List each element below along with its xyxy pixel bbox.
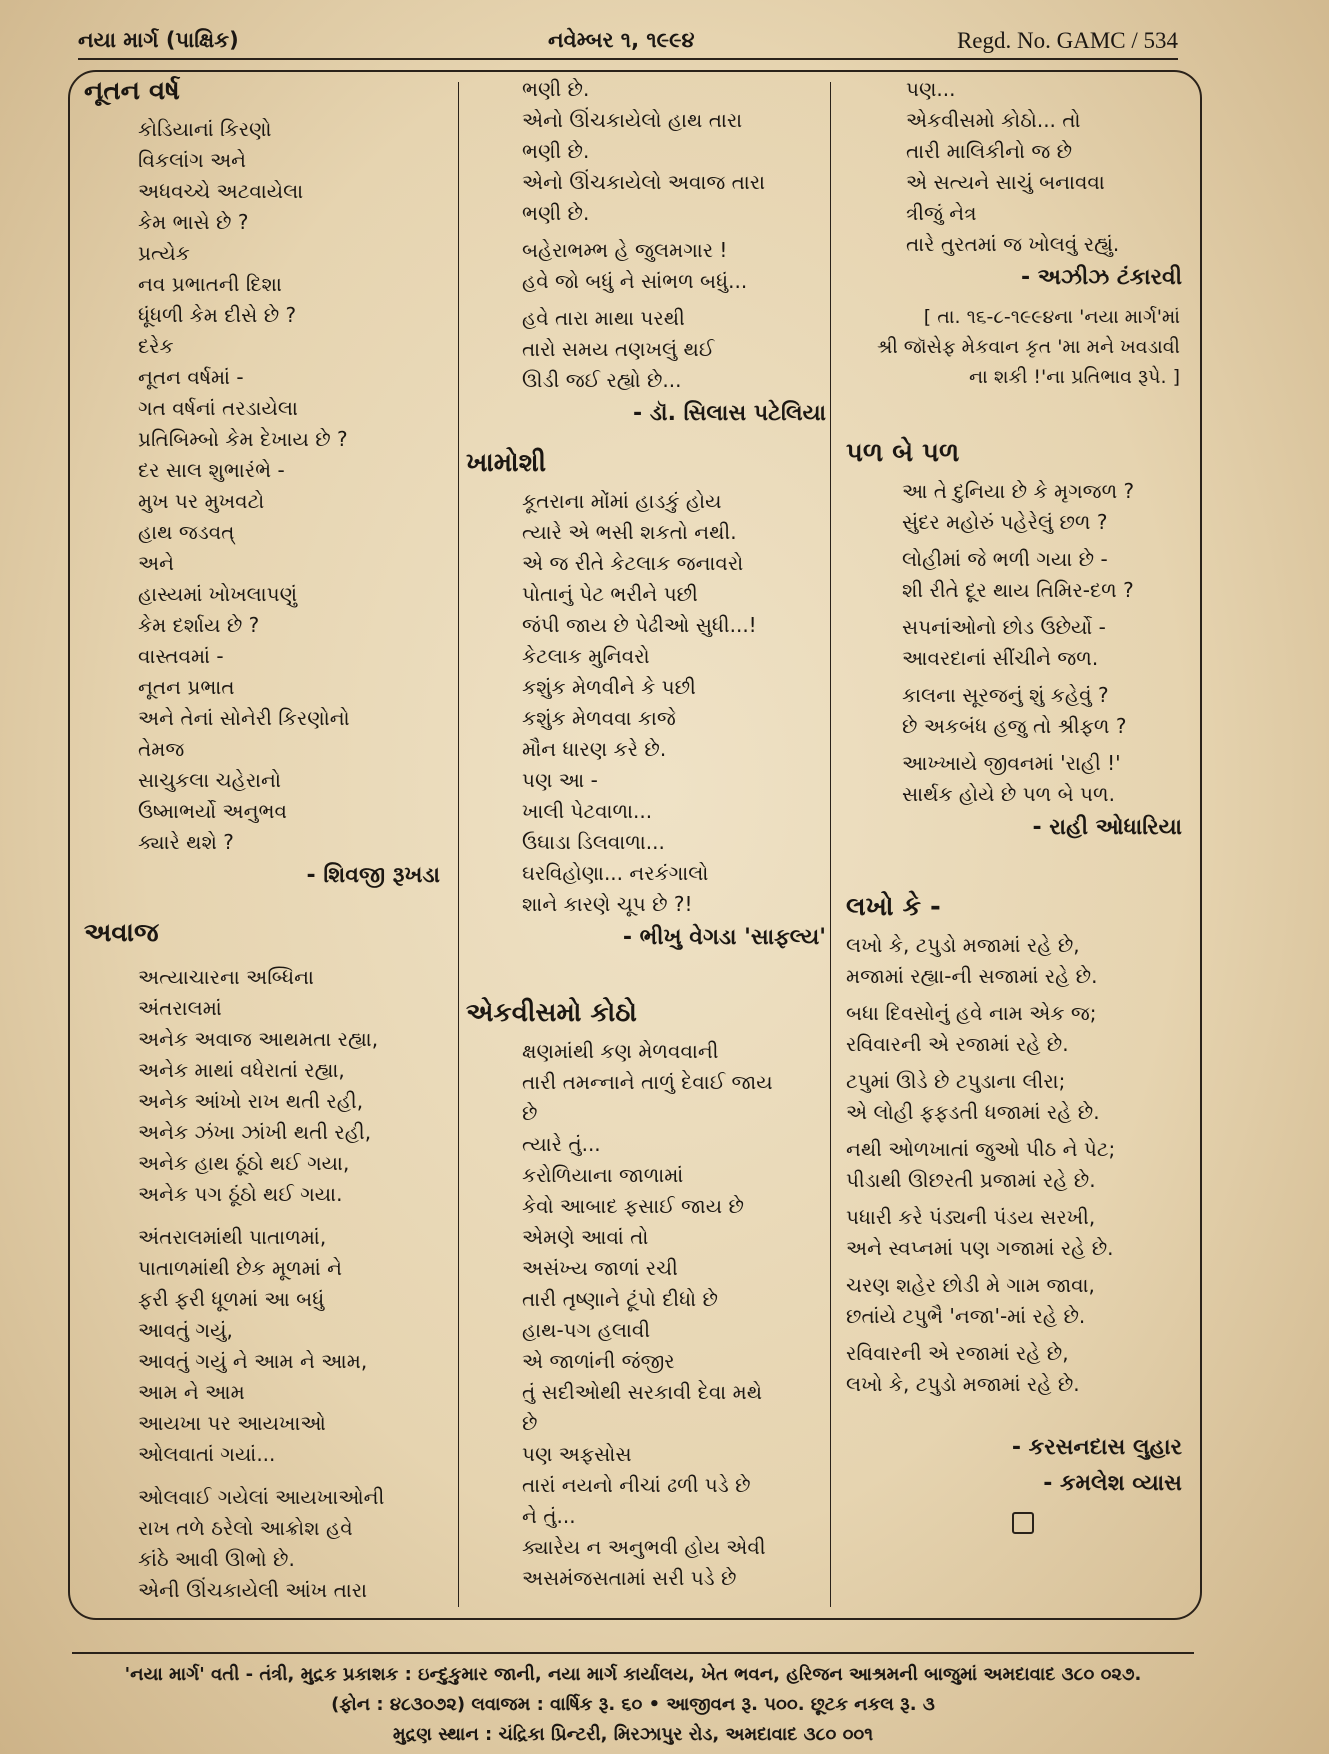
poem-line: તારી માલિકીનો જ છે — [906, 139, 1073, 163]
poem-line: કાલના સૂરજનું શું કહેવું ? — [902, 683, 1109, 707]
poem-body — [466, 1036, 830, 1594]
imprint-line: (ફોન : ૪૮૩૦૭૨) લવાજમ : વાર્ષિક રૂ. ૬૦ • આજીવન રૂ. ૫૦૦. છૂટક નકલ રૂ. ૩ — [331, 1694, 935, 1715]
poem-line: પાતાળમાંથી છેક મૂળમાં ને — [138, 1256, 343, 1280]
poem-line: લોહીમાં જે ભળી ગયા છે - — [902, 547, 1108, 571]
poem-line: કૂતરાના મોંમાં હાડકું હોય — [522, 489, 722, 513]
poem-line: હાસ્યમાં ખોખલાપણું — [138, 582, 298, 606]
poem-line: એ જાળાંની જંજીર — [522, 1349, 675, 1373]
imprint-footer — [72, 1660, 1194, 1750]
poem-line: અત્યાચારના અબ્ધિના — [138, 965, 314, 989]
poem-line: શી રીતે દૂર થાય તિમિર-દળ ? — [902, 578, 1134, 602]
poem-line: અસંખ્ય જાળાં રચી — [522, 1256, 678, 1280]
poem-line: અનેક આંખો રાખ થતી રહી, — [138, 1089, 364, 1113]
poem-line: આખ્ખાયે જીવનમાં 'રાહી !' — [902, 751, 1121, 775]
poem-line: નૂતન પ્રભાત — [138, 675, 235, 699]
imprint-line: મુદ્રણ સ્થાન : ચંદ્રિકા પ્રિન્ટરી, મિરઝાપુર રોડ, અમદાવાદ ૩૮૦ ૦૦૧ — [392, 1724, 874, 1745]
poem-line: અને તેનાં સોનેરી કિરણોનો — [138, 706, 350, 730]
poem-line: સાર્થક હોયે છે પળ બે પળ. — [902, 782, 1115, 806]
poem-line: ઓલવાતાં ગયાં... — [138, 1442, 276, 1466]
poem-author: - કમલેશ વ્યાસ — [1043, 1471, 1182, 1496]
poem-line: દર સાલ શુભારંભે - — [138, 458, 285, 482]
poem-body — [466, 486, 830, 920]
poem-line: રવિવારની એ રજામાં રહે છે. — [846, 1032, 1069, 1056]
poem-line: એ સત્યને સાચું બનાવવા — [906, 170, 1105, 194]
poem-line: પધારી કરે પંડ્યની પંડય સરખી, — [846, 1205, 1096, 1229]
poem-line: તેમજ — [138, 737, 185, 761]
poem-line: અને સ્વપ્નમાં પણ ગજામાં રહે છે. — [846, 1236, 1114, 1260]
poem-line: અનેક હાથ ઠૂંઠો થઈ ગયા, — [138, 1151, 350, 1175]
poem-line: તારો સમય તણખલું થઈ — [522, 337, 715, 361]
column-1 — [84, 74, 444, 1619]
column-2 — [466, 74, 830, 1619]
poem-line: ભણી છે. — [522, 139, 590, 163]
poem-title: ખામોશી — [466, 448, 547, 478]
poem-line: વાસ્તવમાં - — [138, 644, 224, 668]
poem-line: કશુંક મેળવવા કાજે — [522, 706, 676, 730]
poem-line: જંપી જાય છે પેઢીઓ સુધી...! — [522, 613, 757, 637]
poem-body — [846, 930, 1186, 1400]
poem-line: દરેક — [138, 334, 174, 358]
poem-line: આ તે દુનિયા છે કે મૃગજળ ? — [902, 479, 1135, 503]
poem-line: અનેક અવાજ આથમતા રહ્યા, — [138, 1027, 379, 1051]
poem-line: કેવો આબાદ ફસાઈ જાય છે — [522, 1194, 744, 1218]
poem-line: ત્યારે તું... — [522, 1132, 601, 1156]
poem-line: નૂતન વર્ષમાં - — [138, 365, 244, 389]
poem-line: મુખ પર મુખવટો — [138, 489, 265, 513]
poem-line: અધવચ્ચે અટવાયેલા — [138, 179, 304, 203]
poem-line: સુંદર મહોરું પહેરેલું છળ ? — [902, 510, 1108, 534]
poem-line: આવતું ગયું, — [138, 1318, 233, 1342]
poem-line: અંતરાલમાં — [138, 996, 222, 1020]
poem-line: અનેક ઝંખા ઝાંખી થતી રહી, — [138, 1120, 372, 1144]
poem-line: પણ આ - — [522, 768, 598, 792]
poem-continuation — [466, 74, 830, 396]
poem-line: ટપુમાં ઊડે છે ટપુડાના લીરા; — [846, 1069, 1066, 1093]
poem-author: - ભીખુ વેગડા 'સાફલ્ય' — [622, 925, 826, 950]
poem-line: ચરણ શહેર છોડી મે ગામ જાવા, — [846, 1273, 1095, 1297]
issue-date: નવેમ્બર ૧, ૧૯૯૪ — [548, 28, 695, 52]
poem-line: એ લોહી ફફડતી ધજામાં રહે છે. — [846, 1100, 1100, 1124]
note-line: [ તા. ૧૬-૮-૧૯૯૪ના 'નયા માર્ગ'માં — [923, 306, 1180, 328]
note-line: ના શકી !'ના પ્રતિભાવ રૂપે. ] — [969, 366, 1180, 388]
editorial-note — [846, 302, 1186, 392]
poem-line: અસમંજસતામાં સરી પડે છે — [522, 1566, 737, 1590]
poem-line: રવિવારની એ રજામાં રહે છે, — [846, 1341, 1069, 1365]
poem-body — [84, 962, 444, 1606]
poem-line: કશુંક મેળવીને કે પછી — [522, 675, 696, 699]
poem-line: કોડિયાનાં કિરણો — [138, 117, 272, 141]
poem-line: મજામાં રહ્યા-ની સજામાં રહે છે. — [846, 964, 1098, 988]
poem-line: એમણે આવાં તો — [522, 1225, 649, 1249]
poem-line: આયખા પર આયખાઓ — [138, 1411, 326, 1435]
note-line: શ્રી જૉસેફ મેકવાન કૃત 'મા મને ખવડાવી — [876, 336, 1180, 358]
poem-author: - કરસનદાસ લુહાર — [1011, 1435, 1182, 1460]
poem-line: બધા દિવસોનું હવે નામ એક જ; — [846, 1001, 1097, 1025]
end-mark-icon — [1012, 1512, 1034, 1534]
poem-line: ઉષ્માભર્યો અનુભવ — [138, 799, 287, 823]
poem-title: એકવીસમો કોઠો — [466, 998, 637, 1028]
poem-line: છતાંયે ટપુભૈ 'નજા'-માં રહે છે. — [846, 1304, 1086, 1328]
poem-line: ક્ષણમાંથી કણ મેળવવાની — [522, 1039, 719, 1063]
poem-line: ક્યારે થશે ? — [138, 830, 234, 854]
poem-line: લખો કે, ટપુડો મજામાં રહે છે, — [846, 933, 1080, 957]
poem-line: સાચુકલા ચહેરાનો — [138, 768, 281, 792]
poem-body — [84, 114, 444, 858]
poem-line: હવે જો બધું ને સાંભળ બધું... — [522, 269, 748, 293]
poem-line: એનો ઊંચકાયેલો અવાજ તારા — [522, 170, 766, 194]
poem-author: - અઝીઝ ટંકારવી — [1020, 265, 1182, 290]
poem-line: શાને કારણે ચૂપ છે ?! — [522, 892, 693, 916]
poem-line: તારી તૃષ્ણાને ટૂંપો દીધો છે — [522, 1287, 718, 1311]
poem-title: પળ બે પળ — [846, 438, 960, 468]
poem-line: આવરદાનાં સીંચીને જળ. — [902, 646, 1099, 670]
poem-line: હાથ જડવત્ — [138, 520, 235, 544]
poem-line: હવે તારા માથા પરથી — [522, 306, 685, 330]
poem-line: તું સદીઓથી સરકાવી દેવા મથે — [522, 1380, 763, 1404]
poem-title: અવાજ — [84, 918, 159, 948]
poem-line: આવતું ગયું ને આમ ને આમ, — [138, 1349, 368, 1373]
poem-line: ભણી છે. — [522, 77, 590, 101]
poem-line: ત્રીજું નેત્ર — [906, 201, 977, 225]
column-divider — [830, 82, 831, 1607]
poem-line: રાખ તળે ઠરેલો આક્રોશ હવે — [138, 1516, 353, 1540]
poem-line: ત્યારે એ ભસી શકતો નથી. — [522, 520, 737, 544]
poem-line: ખાલી પેટવાળા... — [522, 799, 653, 823]
poem-line: તારાં નયનો નીચાં ઢળી પડે છે — [522, 1473, 751, 1497]
poem-line: એકવીસમો કોઠો... તો — [906, 108, 1081, 132]
poem-line: અને — [138, 551, 174, 575]
column-3 — [846, 74, 1186, 1619]
poem-body — [846, 476, 1186, 810]
poem-line: છે અકબંધ હજુ તો શ્રીફળ ? — [902, 714, 1127, 738]
poem-line: પણ અફસોસ — [522, 1442, 632, 1466]
publication-name: નયા માર્ગ (પાક્ષિક) — [78, 28, 239, 52]
poem-line: પ્રતિબિમ્બો કેમ દેખાય છે ? — [138, 427, 348, 451]
poem-line: ધૂંધળી કેમ દીસે છે ? — [138, 303, 297, 327]
poem-line: અનેક પગ ઠૂંઠો થઈ ગયા. — [138, 1182, 343, 1206]
poem-line: ઘરવિહોણા... નરકંગાલો — [522, 861, 709, 885]
poem-line: અનેક માથાં વધેરાતાં રહ્યા, — [138, 1058, 345, 1082]
poem-line: કેમ ભાસે છે ? — [138, 210, 249, 234]
poem-line: એ જ રીતે કેટલાક જનાવરો — [522, 551, 744, 575]
poem-line: પીડાથી ઊછરતી પ્રજામાં રહે છે. — [846, 1168, 1096, 1192]
poem-line: લખો કે, ટપુડો મજામાં રહે છે. — [846, 1372, 1080, 1396]
poem-line: પોતાનું પેટ ભરીને પછી — [522, 582, 698, 606]
poem-line: નથી ઓળખાતાં જુઓ પીઠ ને પેટ; — [846, 1137, 1116, 1161]
poem-line: ઓલવાઈ ગયેલાં આયખાઓની — [138, 1485, 385, 1509]
poem-line: કાંઠે આવી ઊભો છે. — [138, 1547, 295, 1571]
poem-author: - શિવજી રૂખડા — [306, 863, 440, 888]
poem-line: ગત વર્ષનાં તરડાયેલા — [138, 396, 298, 420]
poem-line: ફરી ફરી ધૂળમાં આ બધું — [138, 1287, 325, 1311]
poem-line: ભણી છે. — [522, 201, 590, 225]
poem-line: કરોળિયાના જાળામાં — [522, 1163, 684, 1187]
poem-line: બહેરાભમ્ભ હે જુલમગાર ! — [522, 238, 728, 262]
column-divider — [458, 82, 459, 1607]
poem-line: પ્રત્યેક — [138, 241, 190, 265]
registration-number: Regd. No. GAMC / 534 — [956, 28, 1178, 53]
poem-line: એની ઊંચકાયેલી આંખ તારા — [138, 1578, 367, 1602]
poem-author: - ડૉ. સિલાસ પટેલિયા — [633, 401, 826, 426]
poem-line: છે — [522, 1101, 538, 1125]
footer-divider — [72, 1652, 1194, 1654]
poem-line: ને તું... — [522, 1504, 576, 1528]
poem-continuation — [846, 74, 1186, 260]
poem-line: એનો ઊંચકાયેલો હાથ તારા — [522, 108, 743, 132]
poem-line: ક્યારેય ન અનુભવી હોય એવી — [522, 1535, 766, 1559]
poem-line: તારી તમન્નાને તાળું દેવાઈ જાય — [522, 1070, 773, 1094]
poem-line: સપનાંઓનો છોડ ઉછેર્યો - — [902, 615, 1106, 639]
poem-title: લખો કે - — [846, 892, 941, 922]
poem-line: કેટલાક મુનિવરો — [522, 644, 650, 668]
poem-line: નવ પ્રભાતની દિશા — [138, 272, 282, 296]
poem-line: વિકલાંગ અને — [138, 148, 247, 172]
imprint-line: 'નયા માર્ગ' વતી - તંત્રી, મુદ્રક પ્રકાશક : ઇન્દુકુમાર જાની, નયા માર્ગ કાર્યાલય, ખેત ભવન, હરિજન આશ્રમની બાજુમાં અમદાવાદ ૩૮૦ ૦૨૭. — [124, 1664, 1142, 1685]
poem-line: છે — [522, 1411, 538, 1435]
poem-line: હાથ-પગ હલાવી — [522, 1318, 651, 1342]
poem-line: મૌન ધારણ કરે છે. — [522, 737, 667, 761]
poem-line: કેમ દર્શાય છે ? — [138, 613, 260, 637]
poem-line: ઉઘાડા ડિલવાળા... — [522, 830, 665, 854]
poem-line: ઊડી જઈ રહ્યો છે... — [522, 368, 682, 392]
poem-line: આમ ને આમ — [138, 1380, 245, 1404]
poem-author: - રાહી ઓધારિયા — [1032, 815, 1182, 840]
poem-line: તારે તુરતમાં જ ખોલવું રહ્યું. — [906, 232, 1120, 256]
poem-title: નૂતન વર્ષ — [84, 76, 180, 106]
page-header — [78, 24, 1178, 60]
poem-line: અંતરાલમાંથી પાતાળમાં, — [138, 1225, 327, 1249]
poem-line: પણ... — [906, 77, 956, 101]
